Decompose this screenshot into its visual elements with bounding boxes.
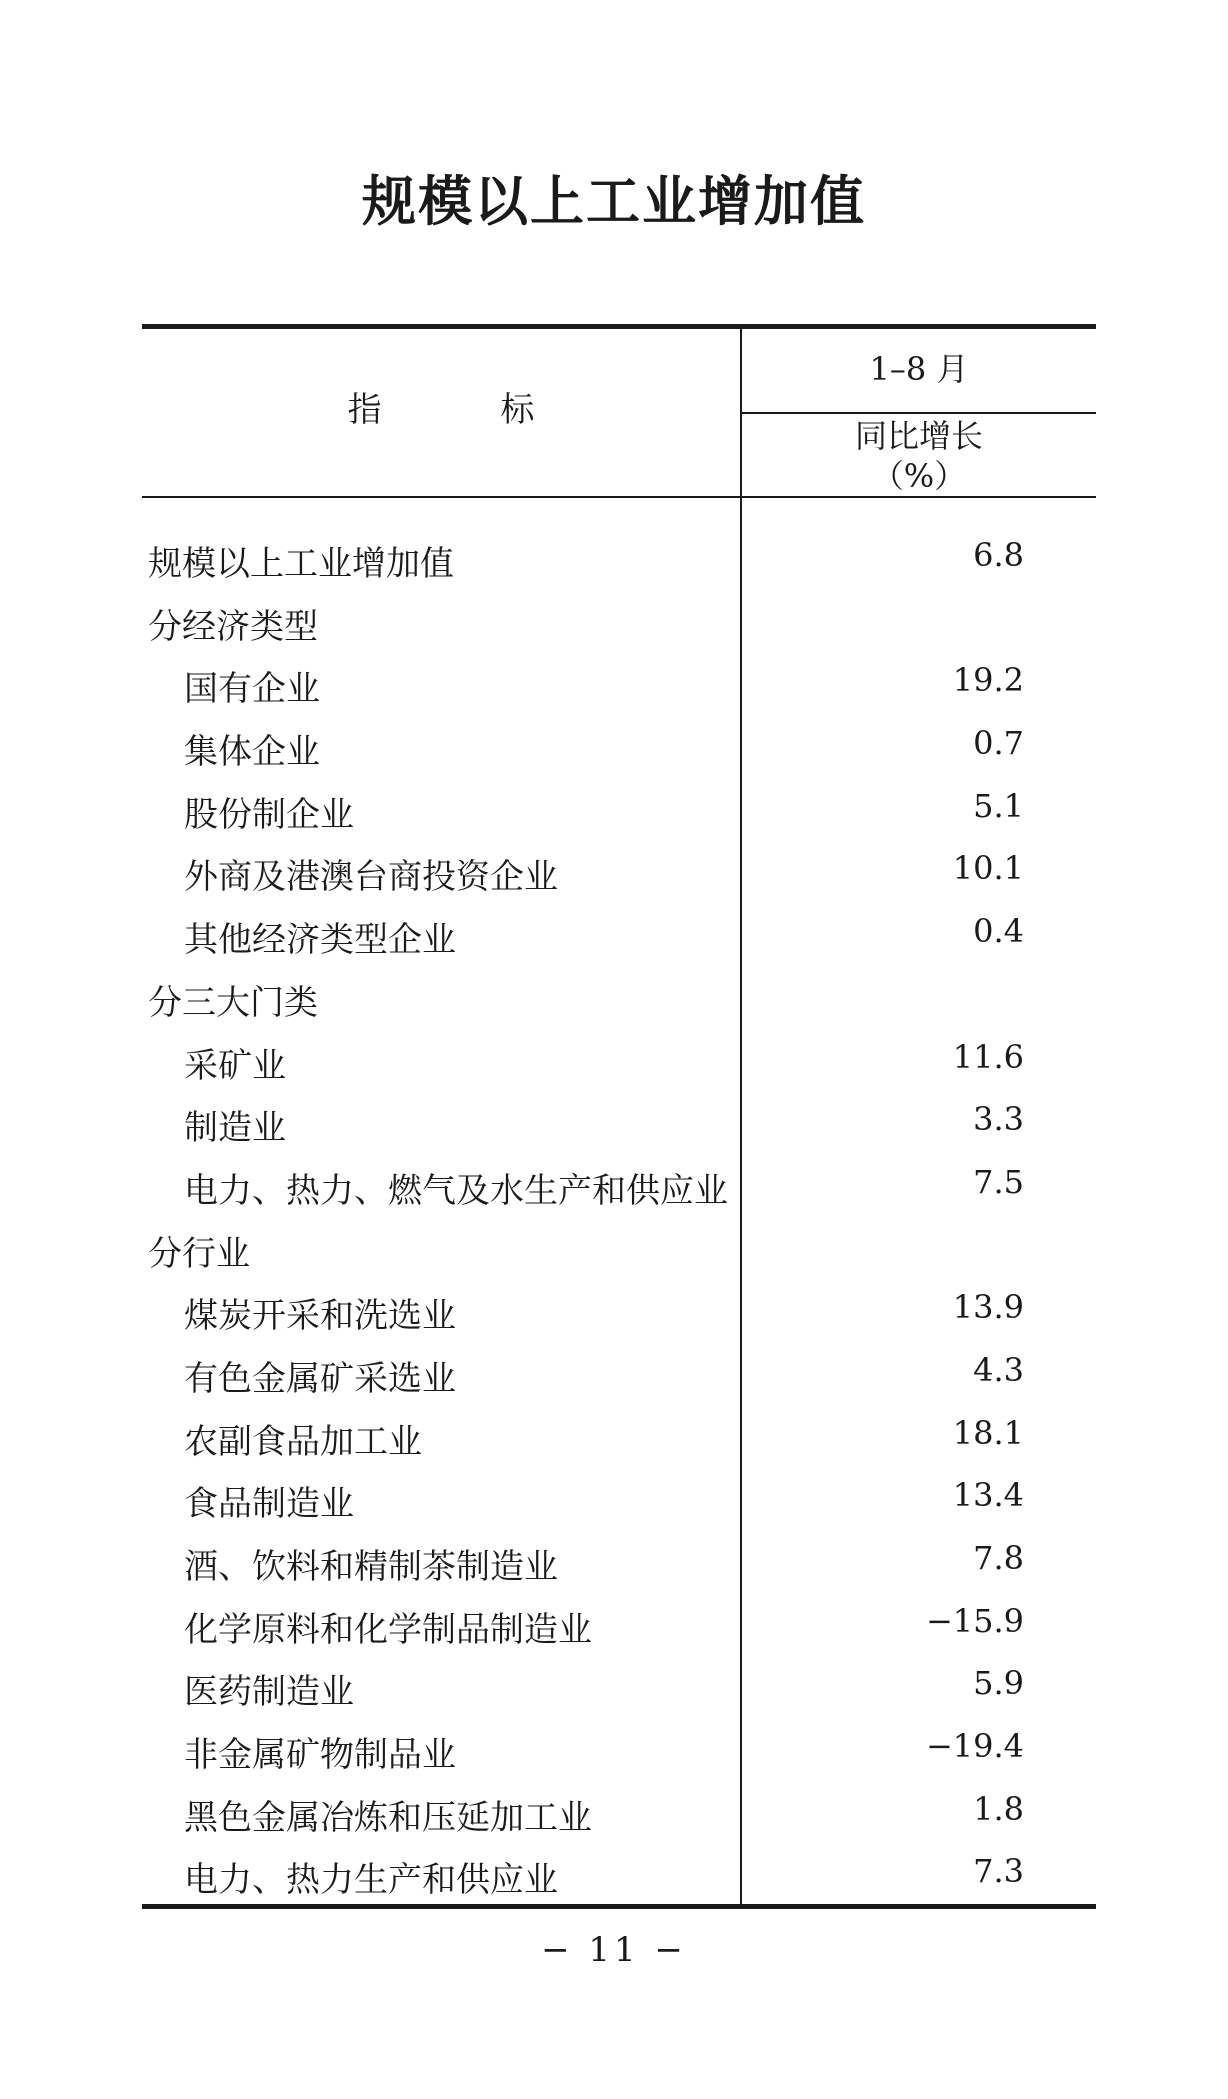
- row-label: 外商及港澳台商投资企业: [184, 857, 558, 898]
- row-value: 10.1: [952, 849, 1024, 888]
- header-indicator: 指 标: [347, 390, 589, 430]
- row-value: 18.1: [952, 1413, 1024, 1452]
- row-label: 其他经济类型企业: [184, 920, 456, 961]
- row-label: 煤炭开采和洗选业: [184, 1296, 456, 1337]
- row-value: 0.4: [973, 912, 1024, 951]
- row-label: 采矿业: [184, 1045, 286, 1086]
- header-bottom-rule: [142, 496, 1096, 498]
- row-value: 7.3: [973, 1852, 1024, 1891]
- row-label: 电力、热力生产和供应业: [184, 1860, 558, 1901]
- table-row: [142, 1652, 1096, 1715]
- table-body: [142, 524, 1096, 1903]
- row-label: 电力、热力、燃气及水生产和供应业: [184, 1170, 728, 1211]
- row-value: −19.4: [925, 1727, 1024, 1766]
- header-metric-block: [742, 416, 1096, 496]
- row-label: 集体企业: [184, 732, 320, 773]
- table-row: [142, 1778, 1096, 1841]
- row-label: 分三大门类: [148, 982, 318, 1023]
- table-top-rule: [142, 324, 1096, 329]
- row-label: 分行业: [148, 1233, 250, 1274]
- table-row: [142, 837, 1096, 900]
- row-value: 1.8: [973, 1789, 1024, 1828]
- row-value: 13.4: [952, 1476, 1024, 1515]
- table-bottom-rule: [142, 1904, 1096, 1909]
- row-value: 11.6: [952, 1037, 1024, 1076]
- header-unit: （%）: [871, 457, 967, 495]
- page-title: 规模以上工业增加值: [362, 170, 866, 233]
- table-row: [142, 1339, 1096, 1402]
- row-label: 规模以上工业增加值: [148, 544, 454, 584]
- row-label: 农副食品加工业: [184, 1421, 422, 1462]
- table-row: [142, 1464, 1096, 1527]
- row-value: 7.8: [973, 1539, 1024, 1577]
- row-label: 酒、饮料和精制茶制造业: [184, 1547, 558, 1587]
- table-row: [142, 1151, 1096, 1214]
- row-label: 股份制企业: [184, 794, 354, 835]
- row-label: 制造业: [184, 1108, 286, 1149]
- row-value: 7.5: [973, 1162, 1024, 1201]
- table-row: [142, 1088, 1096, 1151]
- row-value: 5.1: [973, 786, 1024, 825]
- header-sub-rule: [741, 412, 1096, 414]
- table-row: [142, 1276, 1096, 1339]
- row-value: 4.3: [973, 1350, 1024, 1389]
- row-value: 19.2: [952, 661, 1024, 700]
- table-row: [142, 775, 1096, 838]
- row-label: 医药制造业: [184, 1672, 354, 1713]
- table-row: [142, 712, 1096, 775]
- row-value: 6.8: [973, 536, 1024, 574]
- table-row-group-heading: [142, 587, 1096, 650]
- row-value: −15.9: [925, 1601, 1024, 1640]
- row-label: 国有企业: [184, 669, 320, 710]
- table-row: [142, 900, 1096, 963]
- table-row: [142, 649, 1096, 712]
- row-label: 有色金属矿采选业: [184, 1358, 456, 1399]
- row-label: 食品制造业: [184, 1484, 354, 1525]
- page-number: − 11 −: [541, 1930, 687, 1970]
- row-value: 13.9: [952, 1288, 1024, 1327]
- statistics-table: [142, 324, 1096, 1910]
- row-label: 非金属矿物制品业: [184, 1735, 456, 1776]
- table-row-group-heading: [142, 963, 1096, 1026]
- row-label: 化学原料和化学制品制造业: [184, 1609, 592, 1650]
- row-label: 分经济类型: [148, 606, 318, 647]
- table-row: [142, 1026, 1096, 1089]
- row-value: 3.3: [973, 1100, 1024, 1139]
- row-value: 0.7: [973, 724, 1024, 763]
- row-value: 5.9: [973, 1664, 1024, 1703]
- table-row: [142, 1527, 1096, 1590]
- table-row: [142, 1590, 1096, 1653]
- table-row: [142, 1715, 1096, 1778]
- row-label: 黑色金属冶炼和压延加工业: [184, 1797, 592, 1838]
- table-row-group-heading: [142, 1214, 1096, 1277]
- table-row: [142, 1402, 1096, 1465]
- header-metric: 同比增长: [854, 417, 983, 455]
- header-period: 1–8 月: [869, 350, 969, 388]
- table-row: [142, 1840, 1096, 1903]
- table-row: [142, 524, 1096, 587]
